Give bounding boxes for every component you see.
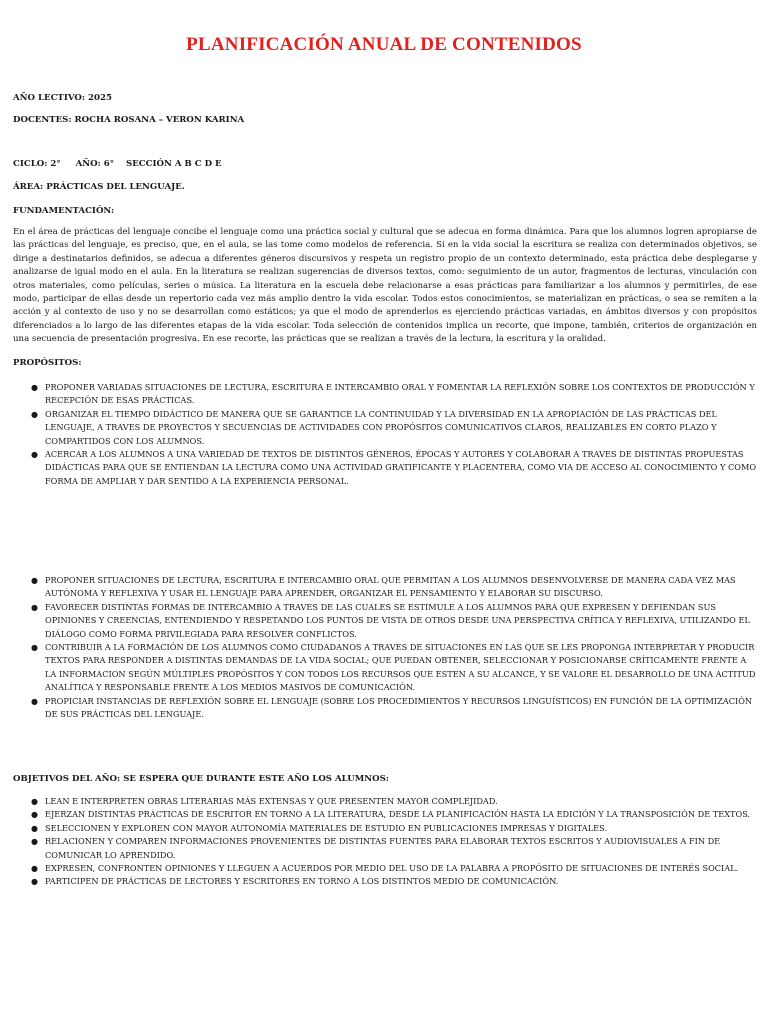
propositos-list-b [13, 574, 757, 721]
bullet-icon: ● [31, 450, 38, 460]
fundamentacion-paragraph: En el área de prácticas del lenguaje concibe el lenguaje como una práctica social y cultural que se adecua en forma dinámica. Para que los alumnos logren apropiarse de las prácticas del lenguaje, es preciso, que, en el aula, se las tome como modelos de referencia. Si en la vida social la escritura se realiza con determinados objetivos, se dirige a destinatarios definidos, se adecua a diferentes géneros discursivos y respeta un registro propio de un contexto determinado, esta práctica debe desplegarse y analizarse de igual modo en el aula. En la literatura se realizan sugerencias de diversos textos, como: seguimiento de un autor, fragmentos de lecturas, vinculación con otros materiales, como películas, series o música. La literatura en la escuela debe relacionarse a esas prácticas para familiarizar a los alumnos y permitirles, de ese modo, participar de ellas desde un repertorio cada vez más amplio dentro la vida escolar. Todos estos conocimientos, se materializan en prácticas, o sea se remiten a la acción y al contexto de uso y no se desarrollan como estáticos; ya que el modo de aprenderlos es ejerciendo prácticas variadas, en ámbitos diversos y con propósitos diferenciados a lo largo de las diferentes etapas de la vida escolar. Toda selección de contenidos implica un recorte, que impone, también, criterios de organización en una secuencia de presentación progresiva. En ese recorte, las prácticas que se realizan a través de la lectura, la escritura y la oralidad. [13, 227, 757, 345]
list-item: ● PARTICIPEN DE PRÁCTICAS DE LECTORES Y ESCRITORES EN TORNO A LOS DISTINTOS MEDIO DE COMUNICACIÓN. [13, 875, 757, 888]
bullet-icon: ● [31, 864, 38, 874]
docentes: DOCENTES: ROCHA ROSANA – VERON KARINA [13, 115, 245, 125]
list-item: ● LEAN E INTERPRETEN OBRAS LITERARIAS MÁS EXTENSAS Y QUE PRESENTEN MAYOR COMPLEJIDAD. [13, 795, 757, 808]
list-item: ● PROPICIAR INSTANCIAS DE REFLEXIÓN SOBRE EL LENGUAJE (SOBRE LOS PROCEDIMIENTOS Y RECURSOS LINGUÍSTICOS) EN FUNCIÓN DE LA OPTIMIZACIÓN DE SUS PRÁCTICAS DEL LENGUAJE. [31, 695, 753, 720]
list-item: ● EXPRESEN, CONFRONTEN OPINIONES Y LLEGUEN A ACUERDOS POR MEDIO DEL USO DE LA PALABRA A PROPÓSITO DE SITUACIONES DE INTERÉS SOCIAL. [13, 862, 757, 875]
anio-lectivo: AÑO LECTIVO: 2025 [13, 93, 112, 103]
objetivos-list [13, 795, 757, 889]
list-item: ● ORGANIZAR EL TIEMPO DIDÁCTICO DE MANERA QUE SE GARANTICE LA CONTINUIDAD Y LA DIVERSIDAD EN LA APROPIACIÓN DE LAS PRÁCTICAS DEL LENGUAJE, A TRAVES DE PROYECTOS Y SECUENCIAS DE ACTIVIDADES CON PROPÓSITOS COMUNICATIVOS CLAROS, REALIZABLES EN CORTO PLAZO Y COMPARTIDOS CON LOS ALUMNOS. [31, 408, 717, 446]
bullet-icon: ● [31, 602, 38, 612]
list-item: ● FAVORECER DISTINTAS FORMAS DE INTERCAMBIO A TRAVES DE LAS CUALES SE ESTIMULE A LOS ALUMNOS PARA QUE EXPRESEN Y DEFIENDAN SUS OPINIONES Y CREENCIAS, ENTENDIENDO Y RESPETANDO LOS PUNTOS DE VISTA DE OTROS DESDE UNA PERSPECTIVA CRÍTICA Y REFLEXIVA, UTILIZANDO EL DIÁLOGO COMO FORMA PRIVILEGIADA PARA RESOLVER CONFLICTOS. [31, 601, 750, 639]
bullet-icon: ● [31, 837, 38, 847]
bullet-icon: ● [31, 797, 38, 806]
area: ÁREA: PRÁCTICAS DEL LENGUAJE. [13, 182, 185, 192]
bullet-icon: ● [31, 576, 38, 585]
bullet-icon: ● [31, 823, 38, 833]
objetivos-heading: OBJETIVOS DEL AÑO: SE ESPERA QUE DURANTE ESTE AÑO LOS ALUMNOS: [13, 774, 389, 784]
bullet-icon: ● [31, 696, 38, 706]
ciclo-anio-seccion: CICLO: 2° AÑO: 6° SECCIÓN A B C D E [13, 159, 222, 169]
document-title: PLANIFICACIÓN ANUAL DE CONTENIDOS [186, 34, 582, 55]
propositos-list-a [13, 381, 757, 488]
fundamentacion-heading: FUNDAMENTACIÓN: [13, 206, 115, 216]
list-item: ● SELECCIONEN Y EXPLOREN CON MAYOR AUTONOMÍA MATERIALES DE ESTUDIO EN PUBLICACIONES IMPRESAS Y DIGITALES. [13, 822, 757, 835]
propositos-heading: PROPÓSITOS: [13, 358, 82, 368]
bullet-icon: ● [31, 383, 38, 392]
list-item: ● EJERZAN DISTINTAS PRÁCTICAS DE ESCRITOR EN TORNO A LA LITERATURA, DESDE LA PLANIFICACIÓN HASTA LA EDICIÓN Y LA TRANSPOSICIÓN DE TEXTOS. [13, 808, 757, 821]
list-item: ● PROPONER SITUACIONES DE LECTURA, ESCRITURA E INTERCAMBIO ORAL QUE PERMITAN A LOS ALUMNOS DESENVOLVERSE DE MANERA CADA VEZ MAS AUTÓNOMA Y REFLEXIVA Y USAR EL LENGUAJE PARA APRENDER, ORGANIZAR EL PENSAMIENTO Y ELABORAR SU DISCURSO. [31, 575, 736, 599]
list-item: ● RELACIONEN Y COMPAREN INFORMACIONES PROVENIENTES DE DISTINTAS FUENTES PARA ELABORAR TEXTOS ESCRITOS Y AUDIOVISUALES A FIN DE COMUNICAR LO APRENDIDO. [31, 836, 721, 860]
bullet-icon: ● [31, 877, 38, 887]
bullet-icon: ● [31, 643, 38, 653]
bullet-icon: ● [31, 810, 38, 820]
bullet-icon: ● [31, 409, 38, 419]
list-item: ● ACERCAR A LOS ALUMNOS A UNA VARIEDAD DE TEXTOS DE DISTINTOS GÉNEROS, ÉPOCAS Y AUTORES Y COLABORAR A TRAVES DE DISTINTAS PROPUESTAS DIDÁCTICAS PARA QUE SE ENTIENDAN LA LECTURA COMO UNA ACTIVIDAD GRATIFICANTE Y PLACENTERA, COMO VIA DE ACCESO AL CONOCIMIENTO Y COMO FORMA DE AMPLIAR Y DAR SENTIDO A LA EXPERIENCIA PERSONAL. [31, 449, 757, 486]
list-item: ● PROPONER VARIADAS SITUACIONES DE LECTURA, ESCRITURA E INTERCAMBIO ORAL Y FOMENTAR LA REFLEXIÓN SOBRE LOS CONTEXTOS DE PRODUCCIÓN Y RECEPCIÓN DE ESAS PRÁCTICAS. [31, 382, 755, 406]
list-item: ● CONTRIBUIR A LA FORMACIÓN DE LOS ALUMNOS COMO CIUDADANOS A TRAVES DE SITUACIONES EN LAS QUE SE LES PROPONGA INTERPRETAR Y PRODUCIR TEXTOS PARA RESPONDER A DISTINTAS DEMANDAS DE LA VIDA SOCIAL; QUE PUEDAN OBTENER, SELECCIONAR Y POSICIONARSE CRÍTICAMENTE FRENTE A LA INFORMACION SEGÚN MÚLTIPLES PROPÓSITOS Y CON TODOS LOS RECURSOS QUE ESTEN A SU ALCANCE, Y SE VALORE EL DESARROLLO DE UNA ACTITUD ANALÍTICA Y RESPONSABLE FRENTE A LOS MEDIOS MASIVOS DE COMUNICACIÓN. [31, 642, 756, 693]
